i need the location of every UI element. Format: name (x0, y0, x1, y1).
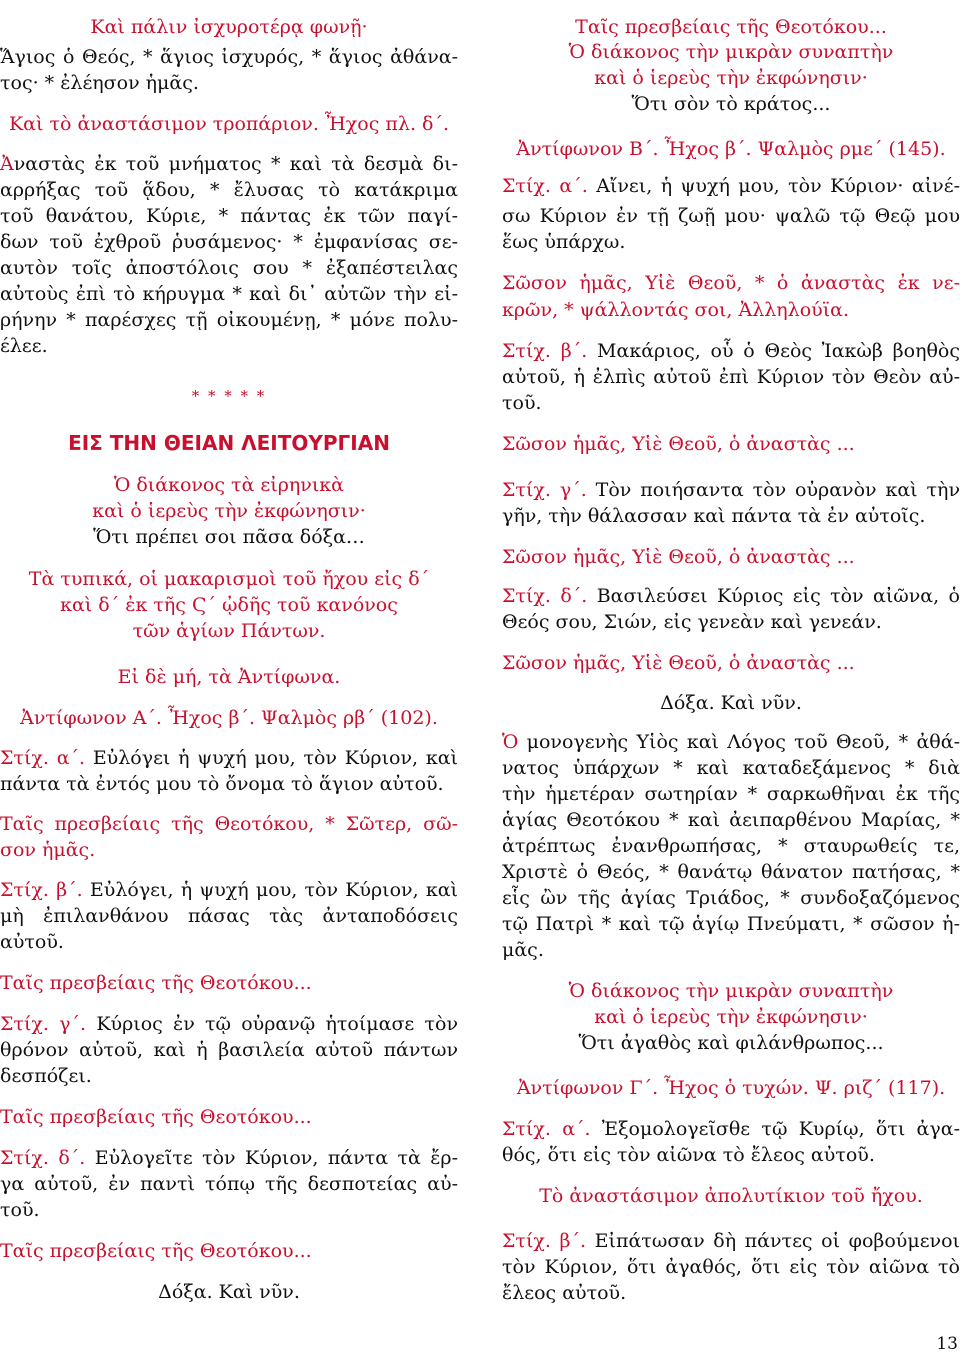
left-text-line (0, 929, 458, 955)
left-text-line (0, 333, 458, 359)
left-text-line (0, 877, 458, 903)
body-text: ἔλεος αὐτοῦ. (502, 1282, 627, 1304)
right-text-line (502, 583, 960, 609)
body-text: τοῦ. (502, 392, 542, 414)
body-text: Θεός σου, Σιών, εἰς γενεὰν καὶ γενεάν. (502, 611, 882, 633)
rubric-text: τῶν ἁγίων Πάντων. (132, 620, 326, 642)
left-text-line (0, 498, 458, 524)
left-text-line (0, 382, 458, 409)
right-text-line (502, 1183, 960, 1209)
body-text: Κύριος ἐν τῷ οὐρανῷ ἡτοίμασε τὸν (96, 1013, 459, 1035)
left-text-line (0, 618, 458, 644)
rubric-text: Ταῖς πρεσβείαις τῆς Θεοτόκου... (0, 972, 312, 994)
left-text-line (0, 811, 458, 837)
right-text-line (502, 364, 960, 390)
body-text: Ὅτι ἀγαθὸς καὶ φιλάνθρωπος... (578, 1032, 884, 1054)
right-text-line (502, 609, 960, 635)
left-text-line (0, 70, 458, 96)
rubric-text: Εἰ δὲ μή, τὰ Ἀντίφωνα. (117, 666, 341, 688)
right-text-line (502, 65, 960, 91)
rubric-text: Στίχ. γ΄. (502, 479, 596, 501)
left-text-line (0, 1145, 458, 1171)
rubric-text: Ἀντίφωνον Α΄. Ἦχος β΄. Ψαλμὸς ρβ΄ (102). (20, 707, 438, 729)
right-text-line (502, 270, 960, 296)
body-text: εἷς ὢν τῆς ἁγίας Τριάδος, * συνδοξαζόμενος (502, 887, 960, 909)
right-text-line (502, 136, 960, 162)
body-text: νατος ὑπάρχων * καὶ καταδεξάμενος * διὰ (502, 757, 960, 779)
rubric-text: Ὁ διάκονος τὴν μικρὰν συναπτὴν (568, 980, 894, 1002)
body-text: Εὐλόγει, ἡ ψυχή μου, τὸν Κύριον, καὶ (89, 879, 458, 901)
body-text: Εὐλόγει ἡ ψυχή μου, τὸν Κύριον, καὶ (92, 747, 458, 769)
rubric-text: Σῶσον ἡμᾶς, Υἱὲ Θεοῦ, ὁ ἀναστὰς ... (502, 546, 855, 568)
section-title (0, 430, 458, 457)
right-text-line (502, 14, 960, 40)
right-text-line (502, 807, 960, 833)
body-text: Ἐξομολογεῖσθε τῷ Κυρίῳ, ὅτι ἀγα- (601, 1118, 960, 1140)
left-text-line (0, 111, 458, 137)
left-text-line (0, 970, 458, 996)
rubric-text: Ταῖς πρεσβείαις τῆς Θεοτόκου... (0, 1240, 312, 1262)
body-text: ἕως ὑπάρχω. (502, 231, 626, 253)
body-text: ἀτρέπτως ἐνανθρωπήσας, * σταυρωθείς τε, (502, 835, 960, 857)
left-text-line (0, 592, 458, 618)
body-text: αυτὸν τοῖς ἀποστόλοις σου * ἐξαπέστειλας (0, 257, 458, 279)
rubric-text: Σῶσον ἡμᾶς, Υἱὲ Θεοῦ, ὁ ἀναστὰς ... (502, 433, 855, 455)
right-text-line (502, 729, 960, 755)
rubric-text: καὶ ὁ ἱερεὺς τὴν ἐκφώνησιν· (92, 500, 366, 522)
body-text: Μακάριος, οὗ ὁ Θεὸς Ἰακὼβ βοηθὸς (597, 340, 960, 362)
left-text-line (0, 1279, 458, 1305)
right-text-line (502, 39, 960, 65)
rubric-text: Ταῖς πρεσβείαις τῆς Θεοτόκου, * Σῶτερ, σῶ- (0, 813, 458, 835)
rubric-text: Στίχ. α΄. (502, 1118, 602, 1140)
left-text-line (0, 1238, 458, 1264)
right-text-line (502, 755, 960, 781)
left-text-line (0, 903, 458, 929)
right-text-line (502, 859, 960, 885)
right-text-line (502, 503, 960, 529)
right-text-line (502, 297, 960, 323)
left-text-line (0, 203, 458, 229)
right-text-line (502, 1228, 960, 1254)
right-text-line (502, 1280, 960, 1306)
right-text-line (502, 431, 960, 457)
left-text-line (0, 705, 458, 731)
right-text-line (502, 781, 960, 807)
right-text-line (502, 338, 960, 364)
body-text: θρόνον αὐτοῦ, καὶ ἡ βασιλεία αὐτοῦ πάντων (0, 1039, 458, 1061)
body-text: μᾶς. (502, 939, 544, 961)
right-text-line (502, 833, 960, 859)
right-text-line (502, 911, 960, 937)
left-text-line (0, 771, 458, 797)
left-text-line (0, 14, 458, 40)
right-text-line (502, 229, 960, 255)
body-text: ναστὰς ἐκ τοῦ μνήματος * καὶ τὰ δεσμὰ δι- (13, 153, 458, 175)
body-text: αὐτοὺς ἐπὶ τὸ κήρυγμα * καὶ δι᾿ αὐτῶν τὴν εἰ- (0, 283, 458, 305)
left-text-line (0, 1171, 458, 1197)
body-text: Βασιλεύσει Κύριος εἰς τὸν αἰῶνα, ὁ (596, 585, 960, 607)
body-text: αὐτοῦ. (0, 931, 64, 953)
body-text: γα αὐτοῦ, ἐν παντὶ τόπῳ τῆς δεσποτείας αὐ- (0, 1173, 458, 1195)
body-text: Ἅγιος ὁ Θεός, * ἅγιος ἰσχυρός, * ἅγιος ἀθάνα- (0, 46, 458, 68)
body-text: δεσπόζει. (0, 1065, 92, 1087)
body-text: Ὅτι σὸν τὸ κράτος... (631, 93, 831, 115)
left-text-line (0, 1011, 458, 1037)
left-text-line (0, 745, 458, 771)
body-text: Τὸν ποιήσαντα τὸν οὐρανὸν καὶ τὴν (595, 479, 960, 501)
right-text-line (502, 544, 960, 570)
right-text-line (502, 937, 960, 963)
rubric-text: Καὶ τὸ ἀναστάσιμον τροπάριον. Ἦχος πλ. δ΄. (8, 113, 450, 135)
body-text: Χριστὲ ὁ Θεός, * θανάτῳ θάνατον πατήσας, * (502, 861, 960, 883)
rubric-text: Ἀ (0, 153, 14, 175)
body-text: τοῦ θανάτου, Κύριε, * πάντας ἐκ τῶν παγί- (0, 205, 458, 227)
body-text: αρρήξας τοῦ ᾅδου, * ἔλυσας τὸ κατάκριμα (0, 179, 458, 201)
body-text: Εὐλογεῖτε τὸν Κύριον, πάντα τὰ ἔρ- (94, 1147, 458, 1169)
right-text-line (502, 690, 960, 716)
rubric-text: Στίχ. δ΄. (502, 585, 597, 607)
right-text-line (502, 173, 960, 199)
rubric-text: Ὁ διάκονος τὴν μικρὰν συναπτὴν (568, 41, 894, 63)
right-text-line (502, 978, 960, 1004)
left-text-line (0, 524, 458, 550)
right-text-line (502, 477, 960, 503)
left-text-line (0, 1104, 458, 1130)
right-text-line (502, 390, 960, 416)
rubric-text: Στίχ. δ΄. (0, 1147, 95, 1169)
left-text-line (0, 1197, 458, 1223)
rubric-text: Ὁ (502, 731, 527, 753)
left-text-line (0, 1063, 458, 1089)
body-text: Αἴνει, ἡ ψυχή μου, τὸν Κύριον· αἰνέ- (596, 175, 960, 197)
body-text: θός, ὅτι εἰς τὸν αἰῶνα τὸ ἔλεος αὐτοῦ. (502, 1144, 875, 1166)
body-text: τος· * ἐλέησον ἡμᾶς. (0, 72, 199, 94)
left-text-line (0, 151, 458, 177)
rubric-text: Ὁ διάκονος τὰ εἰρηνικὰ (113, 474, 344, 496)
rubric-text: καὶ ὁ ἱερεὺς τὴν ἐκφώνησιν· (594, 1006, 868, 1028)
body-text: τὸν Κύριον, ὅτι ἀγαθός, ὅτι εἰς τὸν αἰῶνα τὸ (502, 1256, 960, 1278)
left-text-line (0, 1037, 458, 1063)
rubric-text: ΕΙΣ ΤΗΝ ΘΕΙΑΝ ΛΕΙΤΟΥΡΓΙΑΝ (68, 431, 390, 455)
left-text-line (0, 229, 458, 255)
left-text-line (0, 837, 458, 863)
body-text: ρήνην * παρέσχες τῇ οἰκουμένῃ, * μόνε πολυ- (0, 309, 458, 331)
right-text-line (502, 1030, 960, 1056)
rubric-text: Σῶσον ἡμᾶς, Υἱὲ Θεοῦ, * ὁ ἀναστὰς ἐκ νε- (502, 272, 960, 294)
rubric-text: Τὰ τυπικά, οἱ μακαρισμοὶ τοῦ ἤχου εἰς δ΄ (28, 568, 430, 590)
body-text: Ὅτι πρέπει σοι πᾶσα δόξα… (93, 526, 365, 548)
rubric-text: Ταῖς πρεσβείαις τῆς Θεοτόκου... (575, 16, 887, 38)
right-text-line (502, 1254, 960, 1280)
body-text: έλεε. (0, 335, 48, 357)
body-text: Εἰπάτωσαν δὴ πάντες οἱ φοβούμενοι (594, 1230, 960, 1252)
right-text-line (502, 885, 960, 911)
left-text-line (0, 44, 458, 70)
rubric-text: κρῶν, * ψάλλοντάς σοι, Ἀλληλούϊα. (502, 299, 850, 321)
rubric-text: Ἀντίφωνον Γ΄. Ἦχος ὁ τυχών. Ψ. ριζ΄ (117). (516, 1077, 946, 1099)
right-text-line (502, 1116, 960, 1142)
rubric-text: Στίχ. γ΄. (0, 1013, 97, 1035)
body-text: μονογενὴς Υἱὸς καὶ Λόγος τοῦ Θεοῦ, * ἀθά- (526, 731, 960, 753)
body-text: δων τοῦ ἐχθροῦ ῥυσάμενος· * ἐμφανίσας σε- (0, 231, 458, 253)
rubric-text: Ἀντίφωνον Β΄. Ἦχος β΄. Ψαλμὸς ρμε΄ (145). (516, 138, 946, 160)
left-text-line (0, 566, 458, 592)
left-text-line (0, 281, 458, 307)
rubric-text: Στίχ. β΄. (502, 340, 598, 362)
left-text-line (0, 177, 458, 203)
right-text-line (502, 91, 960, 117)
rubric-text: σον ἡμᾶς. (0, 839, 96, 861)
body-text: τοῦ. (0, 1199, 40, 1221)
rubric-text: καὶ δ΄ ἐκ τῆς Ϛ΄ ᾠδῆς τοῦ κανόνος (60, 594, 398, 616)
rubric-text: Στίχ. α΄. (0, 747, 93, 769)
rubric-text: Τὸ ἀναστάσιμον ἀπολυτίκιον τοῦ ἤχου. (539, 1185, 923, 1207)
left-text-line (0, 664, 458, 690)
left-text-line (0, 255, 458, 281)
rubric-text: Ταῖς πρεσβείαις τῆς Θεοτόκου... (0, 1106, 312, 1128)
body-text: τῷ Πατρὶ * καὶ τῷ ἁγίῳ Πνεύματι, * σῶσον ἡ- (502, 913, 960, 935)
right-text-line (502, 650, 960, 676)
body-text: Δόξα. Καὶ νῦν. (158, 1281, 300, 1303)
right-text-line (502, 1142, 960, 1168)
left-text-line (0, 472, 458, 498)
body-text: πάντα τὰ ἐντός μου τὸ ὄνομα τὸ ἅγιον αὐτοῦ. (0, 773, 444, 795)
left-text-line (0, 307, 458, 333)
right-text-line (502, 1004, 960, 1030)
rubric-text: Στίχ. β΄. (502, 1230, 595, 1252)
body-text: γῆν, τὴν θάλασσαν καὶ πάντα τὰ ἐν αὐτοῖς. (502, 505, 926, 527)
right-text-line (502, 203, 960, 229)
body-text: αὐτοῦ, ἡ ἐλπὶς αὐτοῦ ἐπὶ Κύριον τὸν Θεὸν αὐ- (502, 366, 960, 388)
body-text: ἁγίας Θεοτόκου * καὶ ἀειπαρθένου Μαρίας, * (502, 809, 960, 831)
body-text: μὴ ἐπιλανθάνου πάσας τὰς ἀνταποδόσεις (0, 905, 458, 927)
body-text: Δόξα. Καὶ νῦν. (660, 692, 802, 714)
page-number: 13 (936, 1334, 958, 1354)
rubric-text: Καὶ πάλιν ἰσχυροτέρᾳ φωνῇ· (90, 16, 368, 38)
rubric-text: Στίχ. β΄. (0, 879, 90, 901)
body-text: τὴν ἡμετέραν σωτηρίαν * σαρκωθῆναι ἐκ τῆς (502, 783, 960, 805)
rubric-text: καὶ ὁ ἱερεὺς τὴν ἐκφώνησιν· (594, 67, 868, 89)
rubric-text: Σῶσον ἡμᾶς, Υἱὲ Θεοῦ, ὁ ἀναστὰς ... (502, 652, 855, 674)
body-text: σω Κύριον ἐν τῇ ζωῇ μου· ψαλῶ τῷ Θεῷ μου (502, 205, 960, 227)
rubric-text: Στίχ. α΄. (502, 175, 597, 197)
rubric-text: * * * * * (191, 387, 267, 405)
right-text-line (502, 1075, 960, 1101)
